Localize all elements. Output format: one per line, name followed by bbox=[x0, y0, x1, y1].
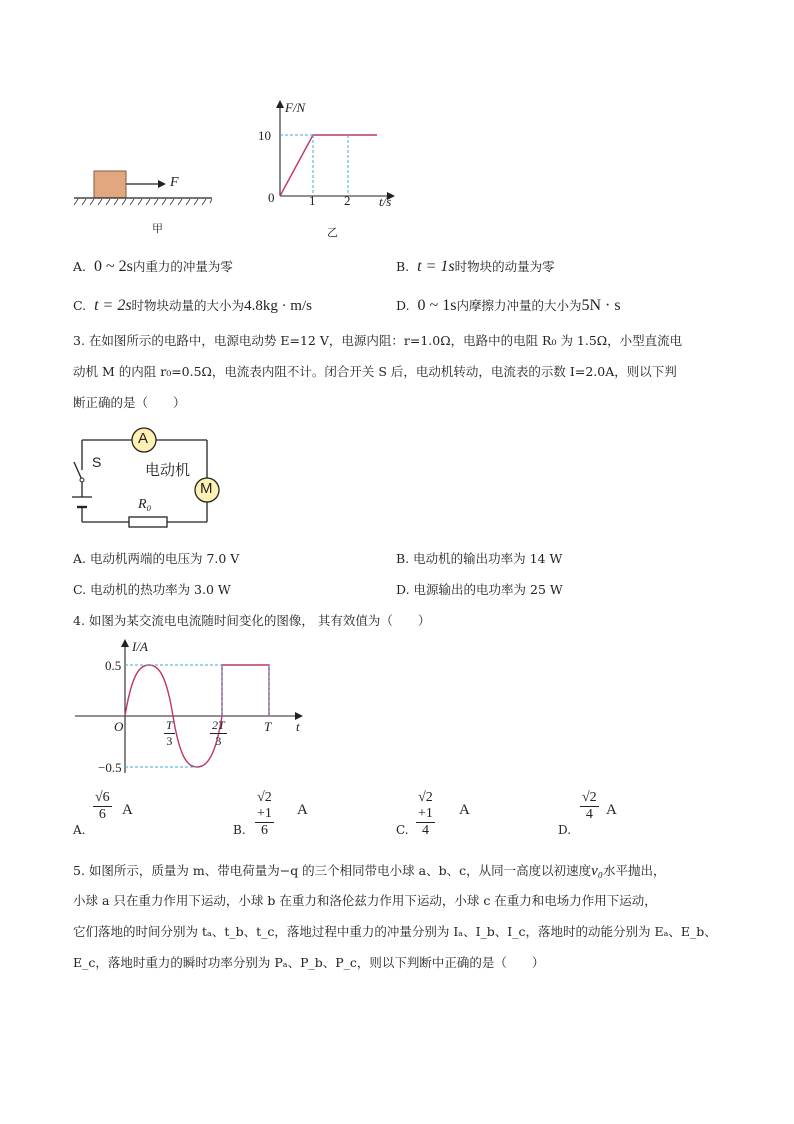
x-axis-label: t/s bbox=[379, 194, 392, 209]
q3-option-a[interactable]: A. 电动机两端的电压为 7.0 V bbox=[73, 551, 240, 566]
figure-jia bbox=[70, 165, 220, 240]
resistor-label: R₀ bbox=[138, 497, 152, 512]
block-on-ground-diagram bbox=[70, 165, 220, 210]
q3-stem-line-2: 动机 M 的内阻 r₀=0.5Ω，电流表内阻不计。闭合开关 S 后，电动机转动，电流表的示数 I=2.0A，则以下判 bbox=[73, 364, 677, 379]
figure-yi bbox=[255, 98, 405, 238]
q3-option-c[interactable]: C. 电动机的热功率为 3.0 W bbox=[73, 582, 231, 597]
x-tick-0: 0 bbox=[268, 190, 275, 205]
q5-stem-line-1: 5. 如图所示，质量为 m、带电荷量为−q 的三个相同带电小球 a、b、c，从同一高度以初速度v₀水平抛出， bbox=[73, 863, 666, 879]
i-tick-neg-0.5: −0.5 bbox=[98, 760, 122, 775]
q5-stem-line-3: 它们落地的时间分别为 tₐ、t_b、t_c，落地过程中重力的冲量分别为 Iₐ、I_b、I_c，落地时的动能分别为 Eₐ、E_b、 bbox=[73, 924, 717, 939]
y-axis-arrow bbox=[276, 100, 284, 108]
q2-option-c[interactable]: C. t = 2s时物块动量的大小为4.8kg · m/s bbox=[73, 297, 312, 314]
q5-stem-line-2: 小球 a 只在重力作用下运动，小球 b 在重力和洛伦兹力作用下运动，小球 c 在重力和电场力作用下运动， bbox=[73, 893, 657, 908]
t-axis-label: t bbox=[296, 719, 300, 734]
force-label: F bbox=[170, 175, 179, 190]
q3-stem-line-1: 3. 在如图所示的电路中，电源电动势 E=12 V，电源内阻：r=1.0Ω，电路中的电阻 R₀ 为 1.5Ω，小型直流电 bbox=[73, 333, 683, 348]
q2-option-a[interactable]: A. 0 ~ 2s内重力的冲量为零 bbox=[73, 258, 233, 275]
y-tick-10: 10 bbox=[258, 128, 271, 143]
block bbox=[94, 171, 126, 198]
figure-jia-caption: 甲 bbox=[152, 222, 163, 235]
i-axis-arrow bbox=[121, 639, 129, 647]
switch-contact bbox=[80, 478, 84, 482]
q3-option-b[interactable]: B. 电动机的输出功率为 14 W bbox=[396, 551, 563, 566]
figure-yi-caption: 乙 bbox=[327, 226, 338, 239]
y-axis-label: F/N bbox=[285, 100, 306, 115]
q2-option-d[interactable]: D. 0 ~ 1s内摩擦力冲量的大小为5N · s bbox=[396, 297, 621, 314]
q3-circuit-diagram bbox=[72, 425, 232, 530]
x-tick-2: 2 bbox=[344, 193, 351, 208]
i-axis-label: I/A bbox=[132, 639, 148, 654]
q3-option-d[interactable]: D. 电源输出的电功率为 25 W bbox=[396, 582, 563, 597]
force-curve bbox=[280, 135, 377, 196]
force-arrow-head bbox=[158, 180, 166, 188]
switch-label: S bbox=[92, 454, 102, 470]
q4-stem: 4. 如图为某交流电电流随时间变化的图像， 其有效值为（ ） bbox=[73, 613, 431, 628]
q4-current-graph bbox=[70, 633, 320, 783]
square-pulse bbox=[222, 665, 269, 716]
i-tick-0.5: 0.5 bbox=[105, 658, 122, 673]
ammeter-label: A bbox=[138, 430, 149, 447]
resistor-box bbox=[129, 517, 167, 527]
q5-stem-line-4: E_c，落地时重力的瞬时功率分别为 Pₐ、P_b、P_c，则以下判断中正确的是（ ） bbox=[73, 955, 545, 970]
x-tick-1: 1 bbox=[309, 193, 316, 208]
tick-2t-over-3: $\frac{2T}{3}$ bbox=[212, 718, 225, 748]
motor-text: 电动机 bbox=[145, 461, 191, 479]
origin-label: O bbox=[114, 719, 124, 734]
q2-option-b[interactable]: B. t = 1s时物块的动量为零 bbox=[396, 258, 555, 275]
switch-lever bbox=[74, 462, 82, 480]
motor-symbol: M bbox=[200, 480, 213, 497]
tick-t-over-3: $\frac{T}{3}$ bbox=[166, 718, 173, 748]
ground-hatching bbox=[74, 199, 212, 205]
q3-stem-line-3: 断正确的是（ ） bbox=[73, 395, 186, 410]
tick-t: T bbox=[264, 719, 272, 734]
v0-symbol: v₀ bbox=[591, 863, 603, 879]
